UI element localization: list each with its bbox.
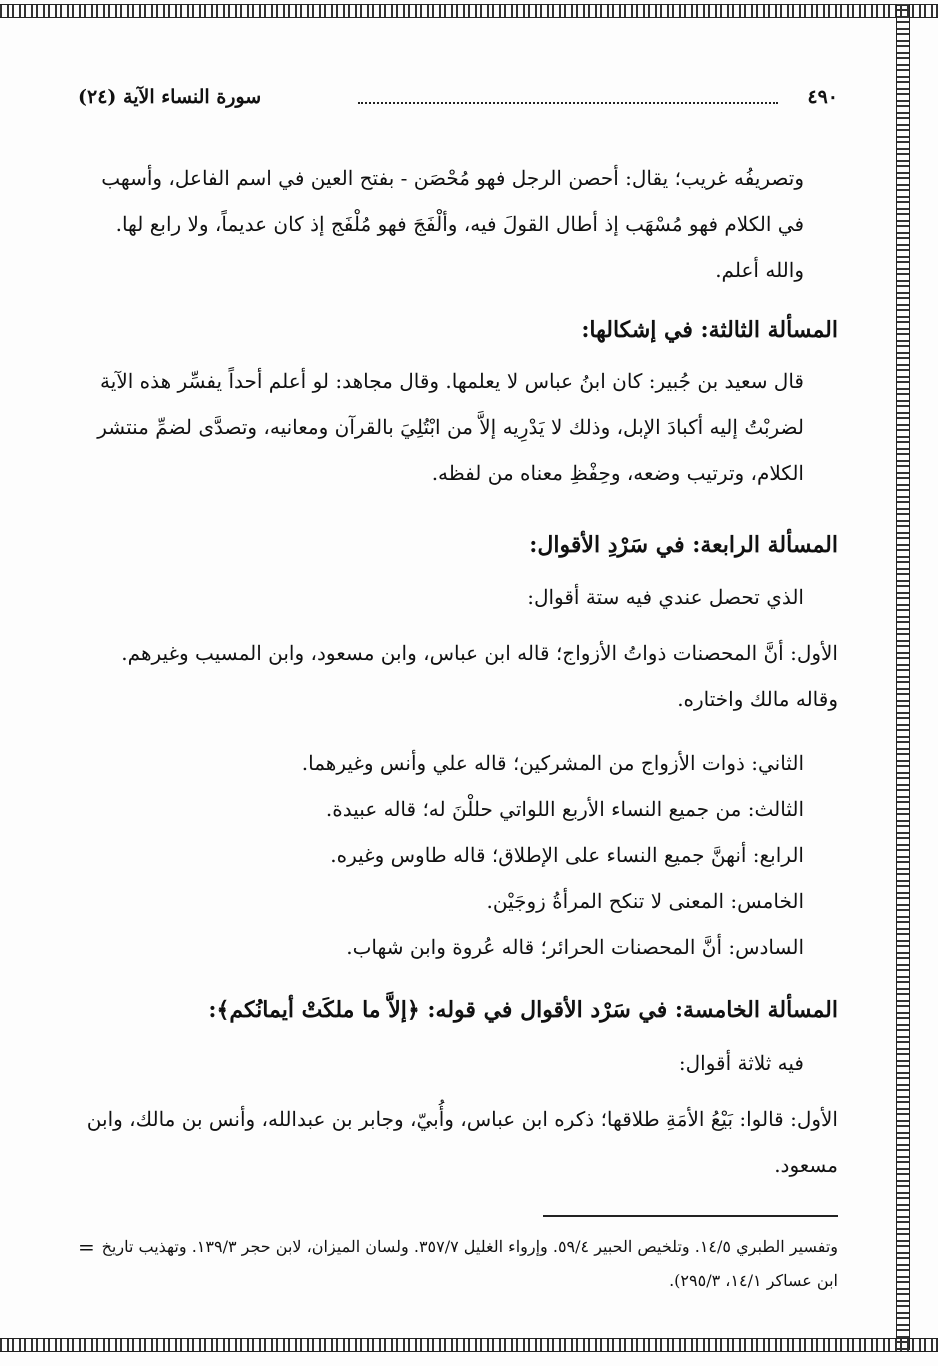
list-item-4: الرابع: أنهنَّ جميع النساء على الإطلاق؛ قاله طاوس وغيره. — [330, 843, 804, 867]
section-heading-4: المسألة الرابعة: في سَرْدِ الأقوال: — [529, 532, 838, 558]
paragraph-6: الأول: قالوا: بَيْعُ الأمَةِ طلاقها؛ ذكره ابن عباس، وأُبيّ، وجابر بن عبدالله، وأنس بن مالك، وابن مسعود. — [86, 1107, 838, 1177]
footnote-continuation-mark: = — [78, 1235, 95, 1259]
decorative-border-top — [0, 4, 938, 18]
list-item-3: الثالث: من جميع النساء الأربع اللواتي حللْنَ له؛ قاله عبيدة. — [325, 797, 804, 821]
header-title: سورة النساء الآية (٢٤) — [78, 86, 262, 108]
list-item-6: السادس: أنَّ المحصنات الحرائر؛ قاله عُروة وابن شهاب. — [346, 935, 804, 959]
page-number: ٤٩٠ — [807, 86, 838, 108]
paragraph-5: فيه ثلاثة أقوال: — [678, 1051, 804, 1075]
paragraph-1: وتصريفُه غريب؛ يقال: أحصن الرجل فهو مُحْصَن - بفتح العين في اسم الفاعل، وأسهب في الكلام فهو مُسْهَب إذ أطال القولَ فيه، وألْفَجَ فهو مُلْفَج إذ كان عديماً، ولا رابع لها. والله أعلم. — [101, 166, 804, 282]
decorative-border-right — [896, 4, 910, 1350]
decorative-border-bottom — [0, 1338, 938, 1352]
list-item-5: الخامس: المعنى لا تنكح المرأةُ زوجَيْن. — [486, 889, 804, 913]
paragraph-2: قال سعيد بن جُبير: كان ابنُ عباس لا يعلمها. وقال مجاهد: لو أعلم أحداً يفسِّر هذه الآية لضربْتُ إليه أكبادَ الإبل، وذلك لا يَدْرِيه إلاَّ من ابْتُلِيَ بالقرآن ومعانيه، وتصدَّى لضمِّ منتشر الكلام، وترتيب وضعه، وحِفْظِ معناه من لفظه. — [97, 369, 804, 485]
page-content — [78, 60, 838, 1330]
paragraph-4: الأول: أنَّ المحصنات ذواتُ الأزواج؛ قاله ابن عباس، وابن مسعود، وابن المسيب وغيرهم. وقاله مالك واختاره. — [121, 641, 838, 711]
paragraph-3: الذي تحصل عندي فيه ستة أقوال: — [527, 585, 804, 609]
section-heading-3: المسألة الثالثة: في إشكالها: — [581, 317, 838, 343]
footnote-separator — [543, 1215, 838, 1217]
list-item-2: الثاني: ذوات الأزواج من المشركين؛ قاله علي وأنس وغيرهما. — [301, 751, 804, 775]
running-header — [78, 80, 838, 116]
footnote-text: وتفسير الطبري ١٤/٥. وتلخيص الحبير ٥٩/٤. وإرواء الغليل ٣٥٧/٧. ولسان الميزان، لابن حجر ١٣٩/٣. وتهذيب تاريخ ابن عساكر ١٤/١، ٢٩٥/٣). — [101, 1237, 838, 1290]
header-leader-dots — [358, 86, 778, 104]
section-heading-5: المسألة الخامسة: في سَرْد الأقوال في قوله: ﴿إلاَّ ما ملكَتْ أيمانُكم﴾: — [208, 997, 838, 1023]
